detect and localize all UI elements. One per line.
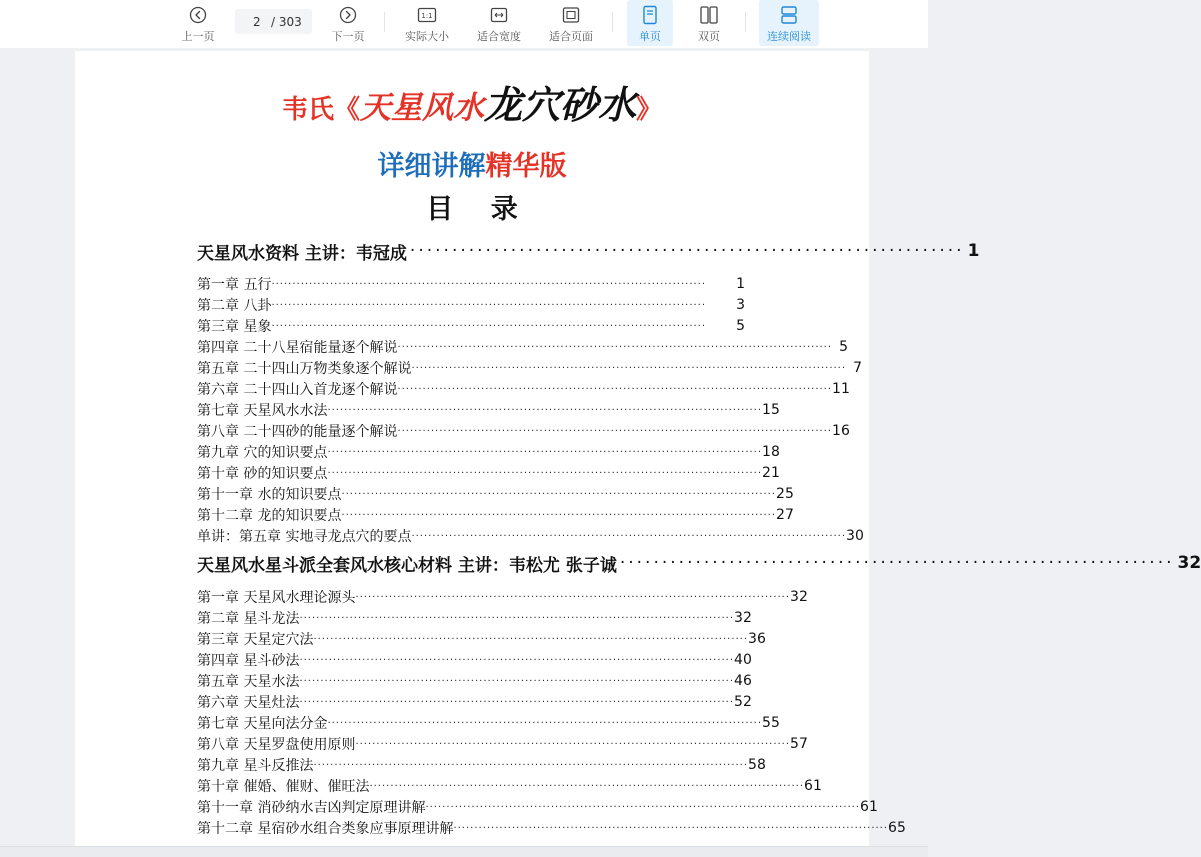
actual-size-icon	[417, 5, 437, 25]
toc-entry-title: 第一章 五行	[197, 277, 272, 293]
toc-entry[interactable]	[197, 505, 794, 525]
toc-entry-page: 40	[734, 652, 752, 668]
toc-entry-page: 27	[776, 507, 794, 523]
toc-entry[interactable]	[197, 629, 766, 649]
toc-entry[interactable]	[197, 442, 780, 462]
toc-section-page: 1	[967, 241, 980, 261]
toc-leader-dots: ········································································································	[369, 780, 805, 792]
toc-leader-dots: ········································································································	[327, 404, 763, 416]
actual-size-label: 实际大小	[405, 30, 449, 43]
toc-entry-title: 第九章 星斗反推法	[197, 758, 314, 774]
toc-entry-page: 7	[853, 360, 863, 376]
toc-entry-page: 15	[762, 402, 780, 418]
toc-entry-page: 32	[790, 589, 808, 605]
current-page-value[interactable]: 2	[253, 14, 261, 29]
continuous-scroll-icon	[779, 5, 799, 25]
toc-leader-dots: ··································································	[409, 241, 965, 261]
toc-section-heading[interactable]	[197, 551, 1201, 576]
toc-entry-title: 第三章 天星定穴法	[197, 632, 314, 648]
toc-leader-dots: ········································································································	[425, 801, 861, 813]
toc-entry[interactable]	[197, 484, 794, 504]
toolbar-divider	[612, 12, 613, 32]
toc-entry-page: 1	[736, 276, 745, 292]
title-main: 龙穴砂水	[483, 82, 636, 127]
toc-entry[interactable]	[197, 776, 822, 796]
page-number-field[interactable]	[235, 9, 312, 34]
fit-page-icon	[561, 5, 581, 25]
toc-section-heading[interactable]	[197, 239, 980, 264]
toc-entry-title: 第一章 天星风水理论源头	[197, 590, 356, 606]
toc-section-page: 32	[1177, 553, 1201, 573]
toc-entry-title: 第十章 催婚、催财、催旺法	[197, 779, 370, 795]
toc-entry-page: 57	[790, 736, 808, 752]
toc-entry[interactable]	[197, 379, 850, 399]
document-subtitle	[75, 153, 869, 180]
toc-entry-title: 第五章 天星水法	[197, 674, 300, 690]
toc-entry-title: 第七章 天星风水水法	[197, 403, 328, 419]
toc-entry[interactable]	[197, 587, 808, 607]
toc-entry-title: 第五章 二十四山万物类象逐个解说	[197, 361, 412, 377]
toc-entry[interactable]	[197, 755, 766, 775]
toc-leader-dots: ········································································································	[397, 425, 833, 437]
next-page-button[interactable]	[326, 0, 370, 46]
actual-size-button[interactable]	[400, 0, 454, 46]
toc-entry-title: 第十二章 星宿砂水组合类象应事原理讲解	[197, 821, 454, 837]
toc-entry[interactable]	[197, 358, 863, 378]
single-page-button[interactable]	[627, 0, 673, 46]
toc-heading: 目 录	[426, 194, 532, 225]
toc-leader-dots: ········································································································	[313, 633, 749, 645]
title-brand: 天星风水	[359, 90, 484, 126]
toc-entry-page: 18	[762, 444, 780, 460]
toc-leader-dots: ········································································································	[355, 738, 791, 750]
toc-entry[interactable]	[197, 526, 864, 546]
toc-entry-page: 61	[804, 778, 822, 794]
toc-leader-dots: ········································································································	[453, 822, 889, 834]
title-prefix: 韦氏《	[281, 95, 360, 125]
horizontal-scrollbar[interactable]	[0, 846, 928, 857]
toc-entry[interactable]	[197, 797, 878, 817]
single-page-label: 单页	[639, 30, 661, 43]
toc-leader-dots: ········································································································	[299, 675, 735, 687]
toc-leader-dots: ········································································································	[299, 654, 735, 666]
toc-leader-dots: ········································································································	[327, 717, 763, 729]
toc-leader-dots: ········································································································	[327, 446, 763, 458]
toc-leader-dots: ··································································	[619, 553, 1175, 573]
double-page-icon	[699, 5, 719, 25]
toc-entry-page: 61	[860, 799, 878, 815]
toc-entry-title: 第六章 天星灶法	[197, 695, 300, 711]
toc-entry-title: 第四章 星斗砂法	[197, 653, 300, 669]
toolbar-divider	[745, 12, 746, 32]
toc-entry-title: 第六章 二十四山入首龙逐个解说	[197, 382, 398, 398]
double-page-label: 双页	[698, 30, 720, 43]
toc-section-title: 天星风水资料 主讲：韦冠成	[197, 243, 407, 264]
toc-leader-dots: ········································································································	[397, 383, 833, 395]
title-suffix: 》	[636, 95, 663, 125]
toc-entry[interactable]	[197, 818, 906, 838]
toc-entry[interactable]	[197, 463, 780, 483]
subtitle-red: 精华版	[485, 151, 567, 182]
toc-leader-dots: ········································································································	[341, 488, 777, 500]
toc-leader-dots: ········································································································	[299, 612, 735, 624]
double-page-button[interactable]	[686, 0, 732, 46]
chevron-right-circle-icon	[338, 5, 358, 25]
toc-entry-title: 第八章 天星罗盘使用原则	[197, 737, 356, 753]
toc-entry[interactable]	[197, 316, 745, 336]
toc-entry-title: 第十二章 龙的知识要点	[197, 508, 342, 524]
fit-width-button[interactable]	[472, 0, 526, 46]
toc-entry-title: 第七章 天星向法分金	[197, 716, 328, 732]
toc-leader-dots: ········································································································	[355, 591, 791, 603]
toc-entry-title: 第十一章 消砂纳水吉凶判定原理讲解	[197, 800, 426, 816]
toc-entry-page: 55	[762, 715, 780, 731]
toc-entry[interactable]	[197, 295, 745, 315]
toc-entry-page: 5	[839, 339, 849, 355]
toc-entry[interactable]	[197, 337, 849, 357]
document-page	[75, 51, 1201, 857]
toc-leader-dots: ········································································································	[299, 696, 735, 708]
toc-entry-page: 21	[762, 465, 780, 481]
toc-entry-page: 11	[832, 381, 850, 397]
toc-entry-page: 65	[888, 820, 906, 836]
toolbar-divider	[384, 12, 385, 32]
toc-entry[interactable]	[197, 421, 850, 441]
toc-entry-page: 36	[748, 631, 766, 647]
toc-entry[interactable]	[197, 274, 745, 294]
toc-entry-title: 第十一章 水的知识要点	[197, 487, 342, 503]
toc-leader-dots: ········································································································	[341, 509, 777, 521]
prev-page-label: 上一页	[181, 30, 215, 43]
prev-page-button[interactable]	[176, 0, 220, 46]
toc-entry[interactable]	[197, 734, 808, 754]
toc-entry-title: 第九章 穴的知识要点	[197, 445, 328, 461]
toc-leader-dots: ········································································································	[411, 362, 847, 374]
toc-entry[interactable]	[197, 650, 752, 670]
toc-section-title: 天星风水星斗派全套风水核心材料 主讲：韦松尤 张子诚	[197, 555, 617, 576]
toc-entry-page: 16	[832, 423, 850, 439]
toc-entry-page: 32	[734, 610, 752, 626]
toc-entry-title: 第二章 八卦	[197, 298, 272, 314]
fit-page-button[interactable]	[544, 0, 598, 46]
toc-entry[interactable]	[197, 671, 752, 691]
fit-width-icon	[489, 5, 509, 25]
toc-entry-page: 58	[748, 757, 766, 773]
document-title	[75, 82, 869, 127]
toc-entry[interactable]	[197, 608, 752, 628]
toc-leader-dots: ········································································································	[271, 299, 707, 311]
chevron-left-circle-icon	[188, 5, 208, 25]
toc-leader-dots: ········································································································	[411, 530, 847, 542]
toc-entry-page: 5	[736, 318, 745, 334]
toc-entry[interactable]	[197, 400, 780, 420]
toc-leader-dots: ········································································································	[271, 278, 707, 290]
viewer-toolbar	[0, 0, 928, 48]
continuous-reading-button[interactable]	[759, 0, 819, 46]
continuous-reading-label: 连续阅读	[767, 30, 811, 43]
total-pages-text: / 303	[271, 14, 302, 29]
toc-leader-dots: ········································································································	[271, 320, 707, 332]
next-page-label: 下一页	[331, 30, 365, 43]
fit-width-label: 适合宽度	[477, 30, 521, 43]
toc-entry-title: 第二章 星斗龙法	[197, 611, 300, 627]
toc-entry-title: 第四章 二十八星宿能量逐个解说	[197, 340, 398, 356]
svg-text:1:1: 1:1	[421, 12, 433, 20]
toc-leader-dots: ········································································································	[327, 467, 763, 479]
toc-leader-dots: ········································································································	[313, 759, 749, 771]
toc-entry-title: 第十章 砂的知识要点	[197, 466, 328, 482]
subtitle-blue: 详细讲解	[377, 151, 486, 182]
toc-entry-title: 第八章 二十四砂的能量逐个解说	[197, 424, 398, 440]
toc-entry[interactable]	[197, 692, 752, 712]
toc-entry-page: 46	[734, 673, 752, 689]
toc-entry[interactable]	[197, 713, 780, 733]
toc-entry-title: 单讲：第五章 实地寻龙点穴的要点	[197, 529, 412, 545]
toc-leader-dots: ········································································································	[397, 341, 833, 353]
toc-entry-page: 25	[776, 486, 794, 502]
single-page-icon	[640, 5, 660, 25]
toc-entry-title: 第三章 星象	[197, 319, 272, 335]
toc-entry-page: 30	[846, 528, 864, 544]
toc-entry-page: 52	[734, 694, 752, 710]
toc-entry-page: 3	[736, 297, 745, 313]
fit-page-label: 适合页面	[549, 30, 593, 43]
